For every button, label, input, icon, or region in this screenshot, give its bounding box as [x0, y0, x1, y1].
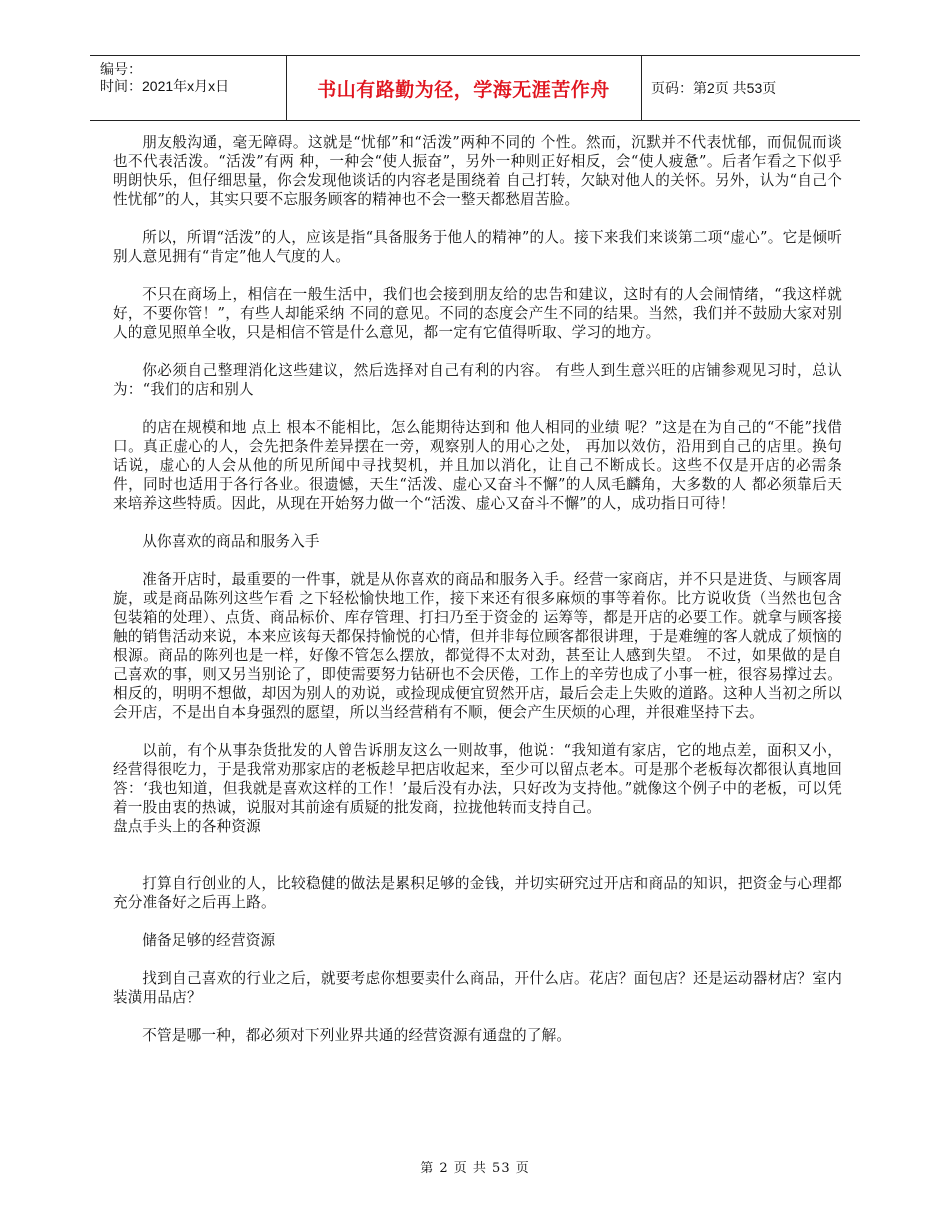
serial-label: 编号： — [100, 61, 142, 77]
section-heading: 从你喜欢的商品和服务入手 — [142, 533, 320, 550]
paragraph: 找到自己喜欢的行业之后，就要考虑你想要卖什么商品，开什么店。花店？面包店？还是运动器材店？室内装潢用品店？ — [113, 970, 842, 1006]
header-page-cell — [641, 56, 860, 120]
paragraph: 所以，所谓“活泼”的人，应该是指“具备服务于他人的精神”的人。接下来我们来谈第二项“虚心”。它是倾听别人意见拥有“肯定”他人气度的人。 — [113, 229, 842, 265]
paragraph: 你必须自己整理消化这些建议，然后选择对自己有利的内容。 有些人到生意兴旺的店铺参观见习时，总认为：“我们的店和别人 — [113, 362, 842, 398]
document-body — [113, 133, 842, 1064]
paragraph: 朋友般沟通，毫无障碍。这就是“忧郁”和“活泼”两种不同的 个性。然而，沉默并不代表忧郁，而侃侃而谈也不代表活泼。“活泼”有两 种，一种会“使人振奋”，另外一种则正好相反，会“使人疲惫”。后者乍看之下似乎明朗快乐，但仔细思量，你会发现他谈话的内容老是围绕着 自己打转，欠缺对他人的关怀。另外，认为“自己个性忧郁”的人，其实只要不忘服务顾客的精神也不会一整天都愁眉苦脸。 — [113, 134, 842, 208]
page-footer: 第 2 页 共 53 页 — [420, 1161, 530, 1176]
paragraph: 的店在规模和地 点上 根本不能相比，怎么能期待达到和 他人相同的业绩 呢？”这是在为自己的“不能”找借口。真正虚心的人，会先把条件差异摆在一旁，观察别人的用心之处， 再加以效仿，沿用到自己的店里。换句话说，虚心的人会从他的所见所闻中寻找契机，并且加以消化，让自己不断成长。这些不仅是开店的必需条 件，同时也适用于各行各业。很遗憾，天生“活泼、虚心又奋斗不懈”的人凤毛麟角，大多数的人 都必须靠后天来培养这些特质。因此，从现在开始努力做一个“活泼、虚心又奋斗不懈”的人，成功指日可待！ — [113, 419, 842, 512]
paragraph: 以前，有个从事杂货批发的人曾告诉朋友这么一则故事，他说：“我知道有家店，它的地点差，面积又小，经营得很吃力，于是我常劝那家店的老板趁早把店收起来，至少可以留点老本。可是那个老板每次都很认真地回答：‘我也知道，但我就是喜欢这样的工作！’最后没有办法，只好改为支持他。”就像这个例子中的老板，可以凭着一股由衷的热诚，说服对其前途有质疑的批发商，拉拢他转而支持自己。 — [113, 742, 842, 816]
document-header — [90, 55, 860, 121]
section-heading: 储备足够的经营资源 — [142, 932, 276, 949]
page-info: 页码：第2页 共53页 — [651, 80, 777, 96]
motto-text: 书山有路勤为径，学海无涯苦作舟 — [317, 78, 610, 101]
header-meta-cell — [90, 56, 287, 120]
section-heading: 盘点手头上的各种资源 — [113, 818, 261, 835]
date-label: 时间：2021年x月x日 — [100, 78, 230, 94]
paragraph: 打算自行创业的人，比较稳健的做法是累积足够的金钱，并切实研究过开店和商品的知识，把资金与心理都充分准备好之后再上路。 — [113, 875, 842, 911]
header-motto-cell — [286, 56, 642, 120]
paragraph: 不只在商场上，相信在一般生活中，我们也会接到朋友给的忠告和建议，这时有的人会闹情绪，“我这样就好，不要你管！”，有些人却能采纳 不同的意见。不同的态度会产生不同的结果。当然，我们并不鼓励大家对别人的意见照单全收，只是相信不管是什么意见，都一定有它值得听取、学习的地方。 — [113, 286, 842, 341]
paragraph: 不管是哪一种，都必须对下列业界共通的经营资源有通盘的了解。 — [142, 1027, 572, 1044]
paragraph: 准备开店时，最重要的一件事，就是从你喜欢的商品和服务入手。经营一家商店，并不只是进货、与顾客周旋，或是商品陈列这些乍看 之下轻松愉快地工作，接下来还有很多麻烦的事等着你。比方说收货（当然也包含包装箱的处理）、点货、商品标价、库存管理、打扫乃至于资金的 运筹等，都是开店的必要工作。就拿与顾客接触的销售活动来说，本来应该每天都保持愉悦的心情，但并非每位顾客都很讲理，于是难缠的客人就成了烦恼的根源。商品的陈列也是一样，好像不管怎么摆放，都觉得不太对劲，甚至让人感到失望。 不过，如果做的是自己喜欢的事，则又另当别论了，即使需要努力钻研也不会厌倦，工作上的辛劳也成了小事一桩，很容易撑过去。 相反的，明明不想做，却因为别人的劝说，或捡现成便宜贸然开店，最后会走上失败的道路。这种人当初之所以会开店，不是出自本身强烈的愿望，所以当经营稍有不顺，便会产生厌烦的心理，并很难坚持下去。 — [113, 571, 842, 721]
